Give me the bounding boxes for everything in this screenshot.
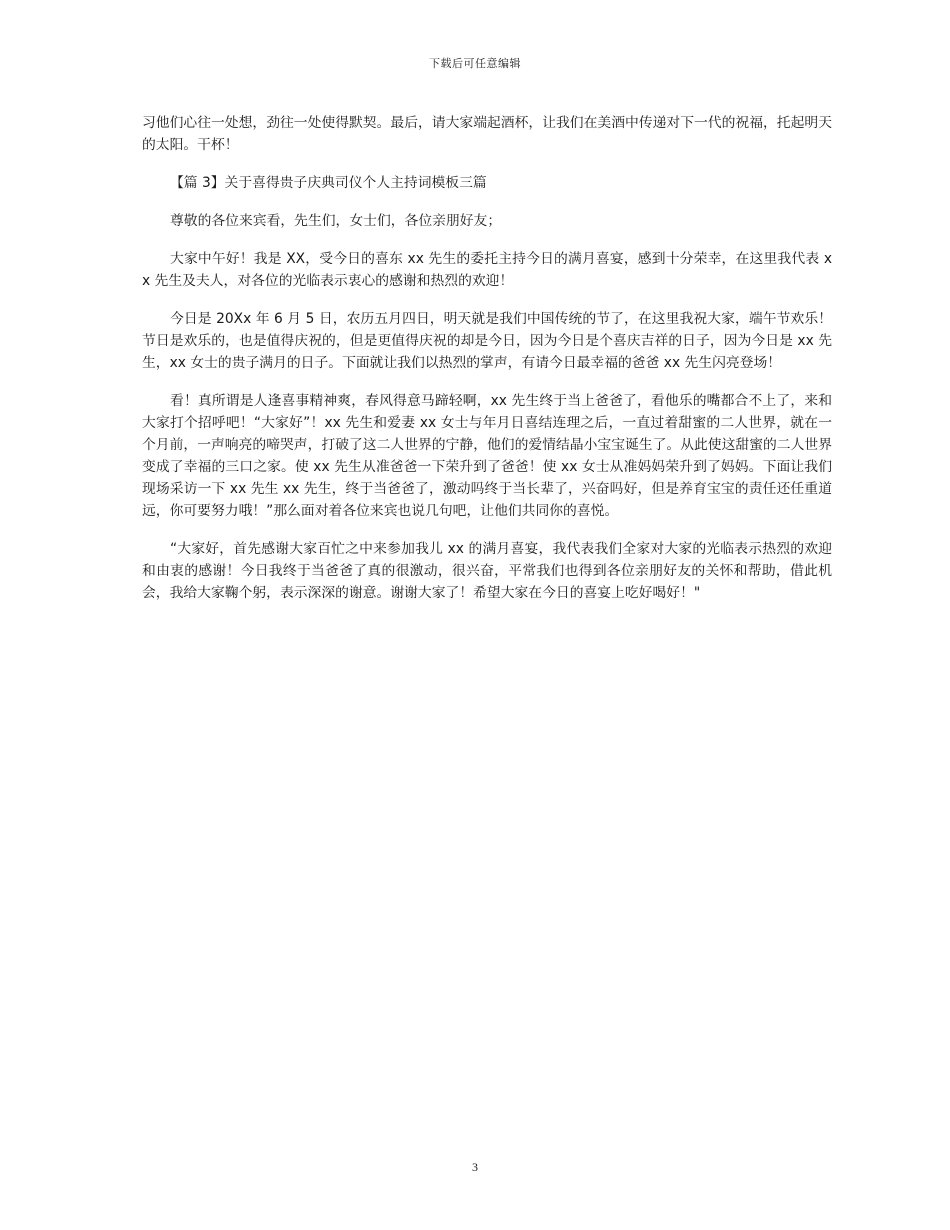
document-body [142,112,832,620]
paragraph-speech: “大家好，首先感谢大家百忙之中来参加我儿 xx 的满月喜宴，我代表我们全家对大家的光临表示热烈的欢迎和由衷的感谢！今日我终于当爸爸了真的很激动，很兴奋，平常我们也得到各位亲朋好友的关怀和帮助，借此机会，我给大家鞠个躬，表示深深的谢意。谢谢大家了！希望大家在今日的喜宴上吃好喝好！" [142,541,832,601]
paragraph-opening: 大家中午好！我是 XX，受今日的喜东 xx 先生的委托主持今日的满月喜宴，感到十分荣幸，在这里我代表 xx 先生及夫人，对各位的光临表示衷心的感谢和热烈的欢迎！ [142,251,832,289]
page-number: 3 [472,1160,478,1174]
paragraph-date: 今日是 20Xx 年 6 月 5 日，农历五月四日，明天就是我们中国传统的节了，在这里我祝大家，端午节欢乐！节日是欢乐的，也是值得庆祝的，但是更值得庆祝的却是今日，因为今日是个喜庆吉祥的日子，因为今日是 xx 先生，xx 女士的贵子满月的日子。下面就让我们以热烈的掌声，有请今日最幸福的爸爸 xx 先生闪亮登场！ [142,311,832,371]
page-header: 下载后可任意编辑 [429,57,521,70]
paragraph-introduction: 看！真所谓是人逢喜事精神爽，春风得意马蹄轻啊，xx 先生终于当上爸爸了，看他乐的嘴都合不上了，来和大家打个招呼吧！“大家好”！xx 先生和爱妻 xx 女士与年月日喜结连理之后，一直过着甜蜜的二人世界，就在一个月前，一声响亮的啼哭声，打破了这二人世界的宁静，他们的爱情结晶小宝宝诞生了。从此使这甜蜜的二人世界变成了幸福的三口之家。使 xx 先生从准爸爸一下荣升到了爸爸！使 xx 女士从准妈妈荣升到了妈妈。下面让我们现场采访一下 xx 先生 xx 先生，终于当爸爸了，激动吗终于当长辈了，兴奋吗好，但是养育宝宝的责任还任重道远，你可要努力哦！”那么面对着各位来宾也说几句吧，让他们共同你的喜悦。 [142,393,832,519]
paragraph-greeting: 尊敬的各位来宾看，先生们，女士们，各位亲朋好友； [170,213,502,229]
paragraph-continuation: 习他们心往一处想，劲往一处使得默契。最后，请大家端起酒杯，让我们在美酒中传递对下一代的祝福，托起明天的太阳。干杯！ [142,115,832,153]
section-heading: 【篇 3】关于喜得贵子庆典司仪个人主持词模板三篇 [170,175,487,191]
